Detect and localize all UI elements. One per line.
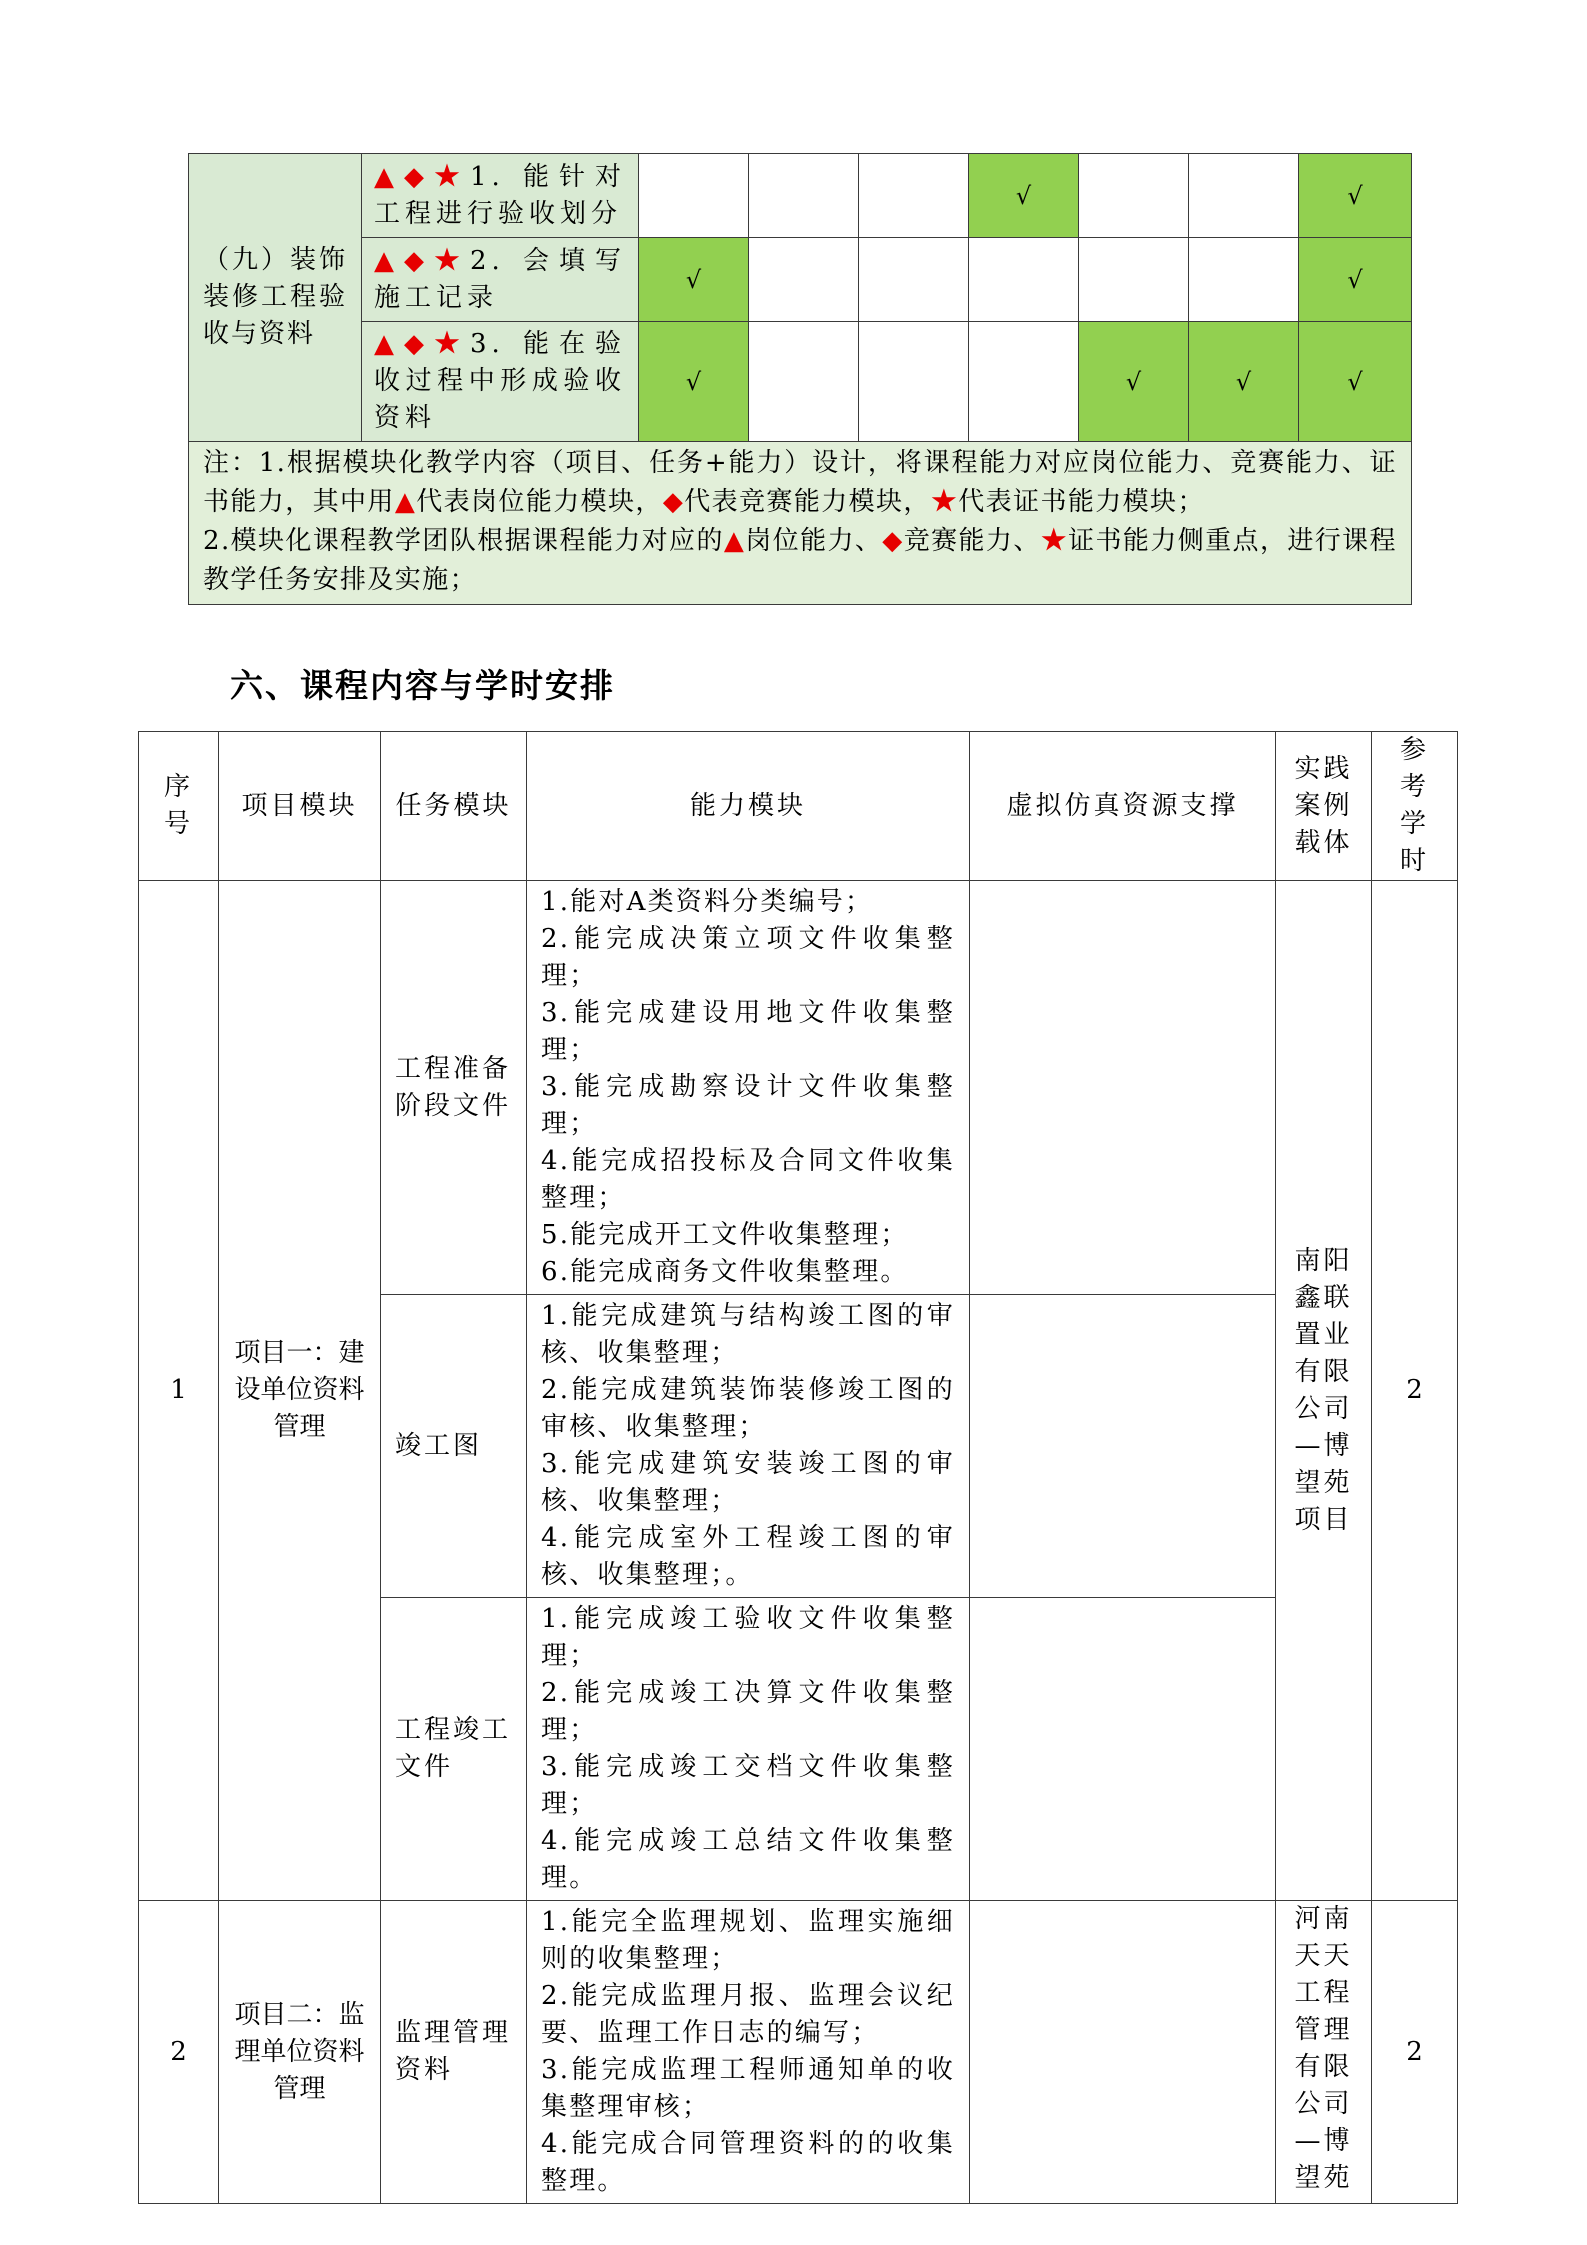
ability-list (527, 1598, 970, 1901)
check-cell (1079, 238, 1189, 322)
ability-item: 1.能完成建筑与结构竣工图的审核、收集整理； (541, 1301, 955, 1368)
task-name: 工程竣工文件 (381, 1598, 527, 1901)
table-header-row (139, 732, 1458, 881)
diamond-icon: ◆ (403, 245, 434, 276)
task-name: 竣工图 (381, 1295, 527, 1598)
ability-item: 5.能完成开工文件收集整理； (541, 1220, 909, 1250)
module-name: （九）装饰装修工程验收与资料 (189, 154, 362, 442)
ability-cell (362, 154, 639, 238)
ability-item: 3.能完成勘察设计文件收集整理； (541, 1072, 955, 1139)
table-note (189, 442, 1412, 605)
star-icon: ★ (433, 329, 470, 359)
check-cell (859, 322, 969, 442)
note-text: 证书能力侧重点，进行课程教学任务安排及实施； (203, 526, 1397, 595)
check-cell (859, 154, 969, 238)
header-sim: 虚拟仿真资源支撑 (970, 732, 1276, 881)
star-icon: ★ (433, 161, 470, 192)
case-carrier: 河南天天工程管理有限公司—博望苑 (1276, 1901, 1372, 2204)
ability-text: 2. 会填写施工记录 (374, 245, 626, 313)
table-row (139, 1901, 1458, 2204)
ability-cell (362, 238, 639, 322)
table-row (139, 881, 1458, 1295)
table-row (189, 442, 1412, 605)
check-icon: √ (1015, 181, 1032, 210)
ability-cell (362, 322, 639, 442)
check-cell (1299, 154, 1412, 238)
ability-item: 3.能完成竣工交档文件收集整理； (541, 1752, 955, 1819)
ref-hours: 2 (1372, 1901, 1458, 2204)
check-cell (1079, 154, 1189, 238)
note-text: 代表证书能力模块； (958, 487, 1205, 517)
sim-resource (970, 1295, 1276, 1598)
check-cell (1189, 154, 1299, 238)
ability-list (527, 881, 970, 1295)
check-icon: √ (1235, 367, 1252, 396)
ability-text: 3. 能在验收过程中形成验收资料 (374, 329, 626, 433)
check-cell (969, 154, 1079, 238)
ability-item: 4.能完成室外工程竣工图的审核、收集整理；。 (541, 1523, 955, 1590)
star-icon: ★ (433, 245, 470, 276)
ability-item: 1.能对A类资料分类编号； (541, 887, 874, 917)
check-cell (1189, 322, 1299, 442)
table-row (189, 322, 1412, 442)
ability-item: 2.能完成竣工决算文件收集整理； (541, 1678, 955, 1745)
task-name: 监理管理资料 (381, 1901, 527, 2204)
course-content-table (138, 731, 1458, 2204)
ability-text: 1. 能针对工程进行验收划分 (374, 161, 626, 229)
ability-item: 1.能完全监理规划、监理实施细则的收集整理； (541, 1907, 955, 1974)
note-text: 竞赛能力、 (903, 526, 1041, 556)
check-cell (1299, 322, 1412, 442)
note-text: 岗位能力、 (745, 526, 883, 556)
check-cell (1189, 238, 1299, 322)
triangle-icon: ▲ (394, 487, 417, 517)
ability-list (527, 1901, 970, 2204)
ability-item: 3.能完成建设用地文件收集整理； (541, 998, 955, 1065)
note-text: 代表岗位能力模块， (416, 487, 663, 517)
task-name: 工程准备阶段文件 (381, 881, 527, 1295)
header-ability: 能力模块 (527, 732, 970, 881)
diamond-icon: ◆ (403, 329, 434, 359)
table-row (189, 154, 1412, 238)
check-cell (639, 322, 749, 442)
ability-item: 2.能完成决策立项文件收集整理； (541, 924, 955, 991)
triangle-icon: ▲ (374, 245, 404, 276)
check-icon: √ (1347, 367, 1363, 396)
ref-hours: 2 (1372, 881, 1458, 1901)
header-case: 实践案例载体 (1276, 732, 1372, 881)
project-name: 项目二：监理单位资料管理 (219, 1901, 381, 2204)
header-seq: 序号 (139, 732, 219, 881)
check-cell (969, 238, 1079, 322)
ability-list (527, 1295, 970, 1598)
sim-resource (970, 1598, 1276, 1901)
check-cell (859, 238, 969, 322)
check-cell (639, 154, 749, 238)
diamond-icon: ◆ (662, 487, 685, 517)
ability-item: 2.能完成监理月报、监理会议纪要、监理工作日志的编写； (541, 1981, 955, 2048)
check-icon: √ (685, 265, 702, 294)
star-icon: ★ (930, 487, 959, 517)
check-cell (969, 322, 1079, 442)
row-seq: 2 (139, 1901, 219, 2204)
ability-item: 3.能完成建筑安装竣工图的审核、收集整理； (541, 1449, 955, 1516)
ability-item: 3.能完成监理工程师通知单的收集整理审核； (541, 2055, 955, 2122)
diamond-icon: ◆ (403, 161, 434, 192)
triangle-icon: ▲ (374, 329, 404, 359)
header-task: 任务模块 (381, 732, 527, 881)
check-cell (749, 154, 859, 238)
check-icon: √ (1347, 265, 1363, 294)
check-icon: √ (1125, 367, 1142, 396)
competency-mapping-table (188, 153, 1412, 605)
ability-item: 4.能完成招投标及合同文件收集整理； (541, 1146, 955, 1213)
triangle-icon: ▲ (374, 161, 404, 192)
check-cell (749, 238, 859, 322)
ability-item: 1.能完成竣工验收文件收集整理； (541, 1604, 955, 1671)
note-text: 注：1.根据模块化教学内容（项目、任务+能力）设计，将课程能力对应岗位能力、竞赛能力、证书能力，其中用 (203, 448, 1397, 517)
check-icon: √ (1347, 181, 1363, 210)
diamond-icon: ◆ (882, 526, 904, 556)
check-icon: √ (685, 367, 702, 396)
project-name: 项目一：建设单位资料管理 (219, 881, 381, 1901)
check-cell (639, 238, 749, 322)
star-icon: ★ (1040, 526, 1069, 556)
sim-resource (970, 1901, 1276, 2204)
check-cell (1299, 238, 1412, 322)
ability-item: 4.能完成竣工总结文件收集整理。 (541, 1826, 955, 1893)
row-seq: 1 (139, 881, 219, 1901)
note-text: 代表竞赛能力模块， (684, 487, 931, 517)
ability-item: 6.能完成商务文件收集整理。 (541, 1257, 909, 1287)
check-cell (1079, 322, 1189, 442)
sim-resource (970, 881, 1276, 1295)
check-cell (749, 322, 859, 442)
note-text: 2.模块化课程教学团队根据课程能力对应的 (203, 526, 724, 556)
header-project: 项目模块 (219, 732, 381, 881)
ability-item: 4.能完成合同管理资料的的收集整理。 (541, 2129, 955, 2196)
header-hours: 参考学时 (1372, 732, 1458, 881)
case-carrier: 南阳鑫联置业有限公司—博望苑项目 (1276, 881, 1372, 1901)
section-heading: 六、课程内容与学时安排 (230, 666, 615, 705)
ability-item: 2.能完成建筑装饰装修竣工图的审核、收集整理； (541, 1375, 955, 1442)
table-row (189, 238, 1412, 322)
triangle-icon: ▲ (723, 526, 746, 556)
